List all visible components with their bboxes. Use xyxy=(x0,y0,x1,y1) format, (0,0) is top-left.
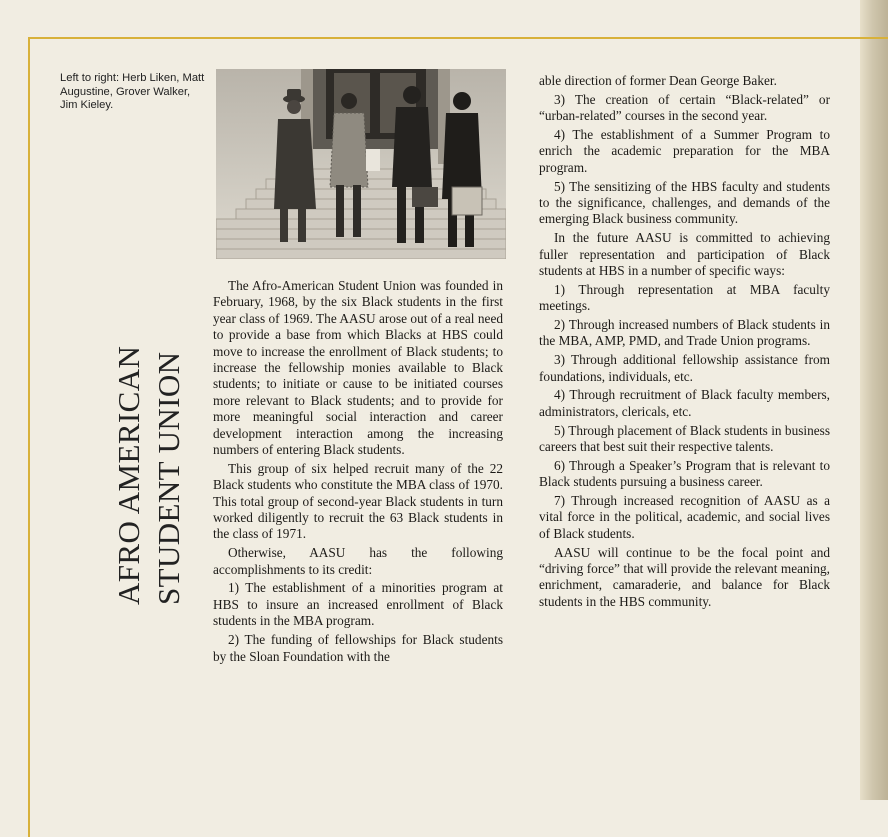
paragraph: 2) The funding of fellowships for Black students by the Sloan Foundation with the xyxy=(213,632,503,664)
paragraph: able direction of former Dean George Baker. xyxy=(539,73,777,88)
paragraph: 6) Through a Speaker’s Program that is relevant to Black students pursuing a business career. xyxy=(539,457,830,490)
paragraph: This group of six helped recruit many of the 22 Black students who constitute the MBA class of 1970. This total group of second-year Black students in turn worked diligently to recruit the 63 Black students in the class of 1971. xyxy=(213,460,503,542)
title-line-2: STUDENT UNION xyxy=(151,351,186,605)
paragraph: 5) The sensitizing of the HBS faculty and students to the significance, challenges, and demands of the emerging Black business community. xyxy=(539,178,830,227)
paragraph: 1) The establishment of a minorities program at HBS to insure an increased enrollment of Black students in the MBA program. xyxy=(213,580,503,629)
paragraph: 5) Through placement of Black students in business careers that best suit their respective talents. xyxy=(539,422,830,455)
photo-caption: Left to right: Herb Liken, Matt Augustine, Grover Walker, Jim Kieley. xyxy=(60,72,205,112)
paragraph: 3) Through additional fellowship assistance from foundations, individuals, etc. xyxy=(539,352,830,384)
paragraph: 1) Through representation at MBA faculty meetings. xyxy=(539,281,830,314)
paragraph: 4) Through recruitment of Black faculty members, administrators, clericals, etc. xyxy=(539,387,830,419)
paragraph: Otherwise, AASU has the following accomplishments to its credit: xyxy=(213,545,503,577)
group-photo xyxy=(216,69,506,259)
paragraph: AASU will continue to be the focal point and “driving force” that will provide the relevant meaning, enrichment, camaraderie, and balance for Black students in the HBS community. xyxy=(539,544,830,609)
paragraph: 2) Through increased numbers of Black students in the MBA, AMP, PMD, and Trade Union programs. xyxy=(539,317,830,349)
vertical-title xyxy=(109,346,189,605)
text-column-right xyxy=(539,73,830,613)
paragraph: In the future AASU is committed to achieving fuller representation and participation of Black students at HBS in a number of specific ways: xyxy=(539,230,830,279)
paragraph: 3) The creation of certain “Black-related” or “urban-related” courses in the second year. xyxy=(539,91,830,124)
text-column-left xyxy=(213,278,503,667)
paragraph: 4) The establishment of a Summer Program to enrich the academic preparation for the MBA program. xyxy=(539,127,830,175)
paragraph: The Afro-American Student Union was founded in February, 1968, by the six Black students in the first year class of 1969. The AASU arose out of a real need to provide a base from which Blacks at HBS could move to increase the enrollment of Black students; to increase the fellowship monies available to Black students; to initiate or cause to be initiated courses more relevant to Black students; and to provide for more meaningful social interaction and career development interaction among the increasing numbers of entering Black students. xyxy=(213,278,503,458)
paragraph: 7) Through increased recognition of AASU as a vital force in the political, academic, and social lives of Black students. xyxy=(539,493,830,541)
title-line-1: AFRO AMERICAN xyxy=(111,345,146,605)
